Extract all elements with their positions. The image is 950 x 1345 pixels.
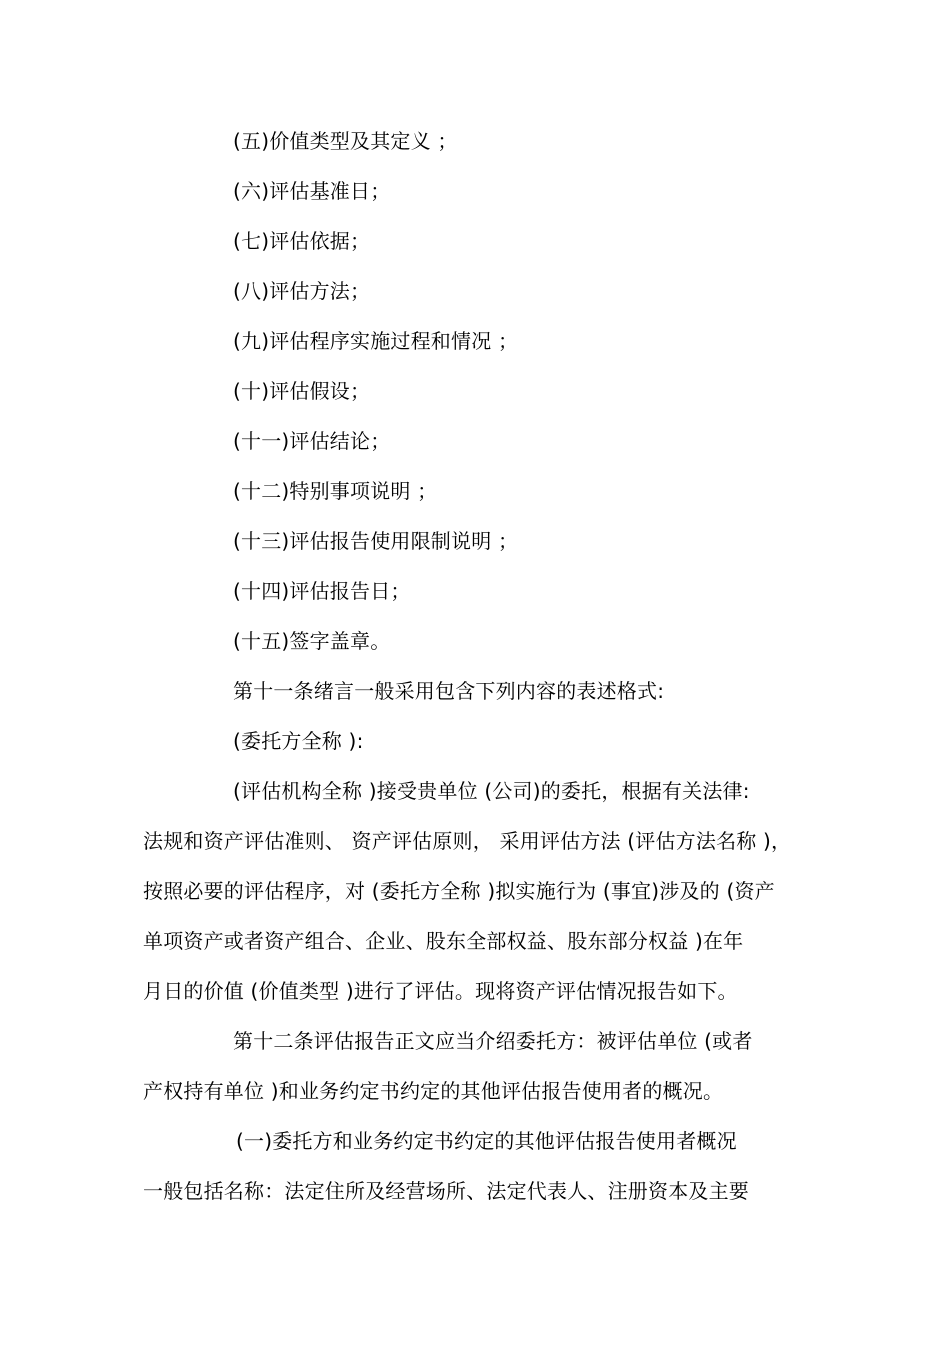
text-line: (一)委托方和业务约定书约定的其他评估报告使用者概况 (236, 1129, 737, 1153)
text-line: (十)评估假设； (233, 379, 371, 403)
text-line: (十五)签字盖章。 (233, 629, 391, 653)
text-line: (九)评估程序实施过程和情况 ； (233, 329, 519, 353)
text-line: 第十二条评估报告正文应当介绍委托方：被评估单位 (或者 (233, 1029, 753, 1053)
text-line: 法规和资产评估准则、 资产评估原则， 采用评估方法 (评估方法名称 )， (143, 829, 792, 853)
text-line: 按照必要的评估程序，对 (委托方全称 )拟实施行为 (事宜)涉及的 (资产 (143, 879, 775, 903)
text-line: 月日的价值 (价值类型 )进行了评估。现将资产评估情况报告如下。 (143, 979, 738, 1003)
text-line: (七)评估依据； (233, 229, 371, 253)
text-line: (六)评估基准日； (233, 179, 391, 203)
text-line: (五)价值类型及其定义 ； (233, 129, 458, 153)
text-line: (十二)特别事项说明 ； (233, 479, 438, 503)
text-line: (评估机构全称 )接受贵单位 (公司)的委托，根据有关法律: (233, 779, 750, 803)
text-line: (委托方全称 ): (233, 729, 364, 753)
text-line: (十四)评估报告日； (233, 579, 411, 603)
text-line: (十一)评估结论； (233, 429, 391, 453)
text-line: (八)评估方法； (233, 279, 371, 303)
text-line: 一般包括名称：法定住所及经营场所、法定代表人、注册资本及主要 (143, 1179, 749, 1203)
text-line: (十三)评估报告使用限制说明 ； (233, 529, 519, 553)
text-line: 单项资产或者资产组合、企业、股东全部权益、股东部分权益 )在年 (143, 929, 744, 953)
text-line: 第十一条绪言一般采用包含下列内容的表述格式: (233, 679, 665, 703)
text-line: 产权持有单位 )和业务约定书约定的其他评估报告使用者的概况。 (143, 1079, 724, 1103)
